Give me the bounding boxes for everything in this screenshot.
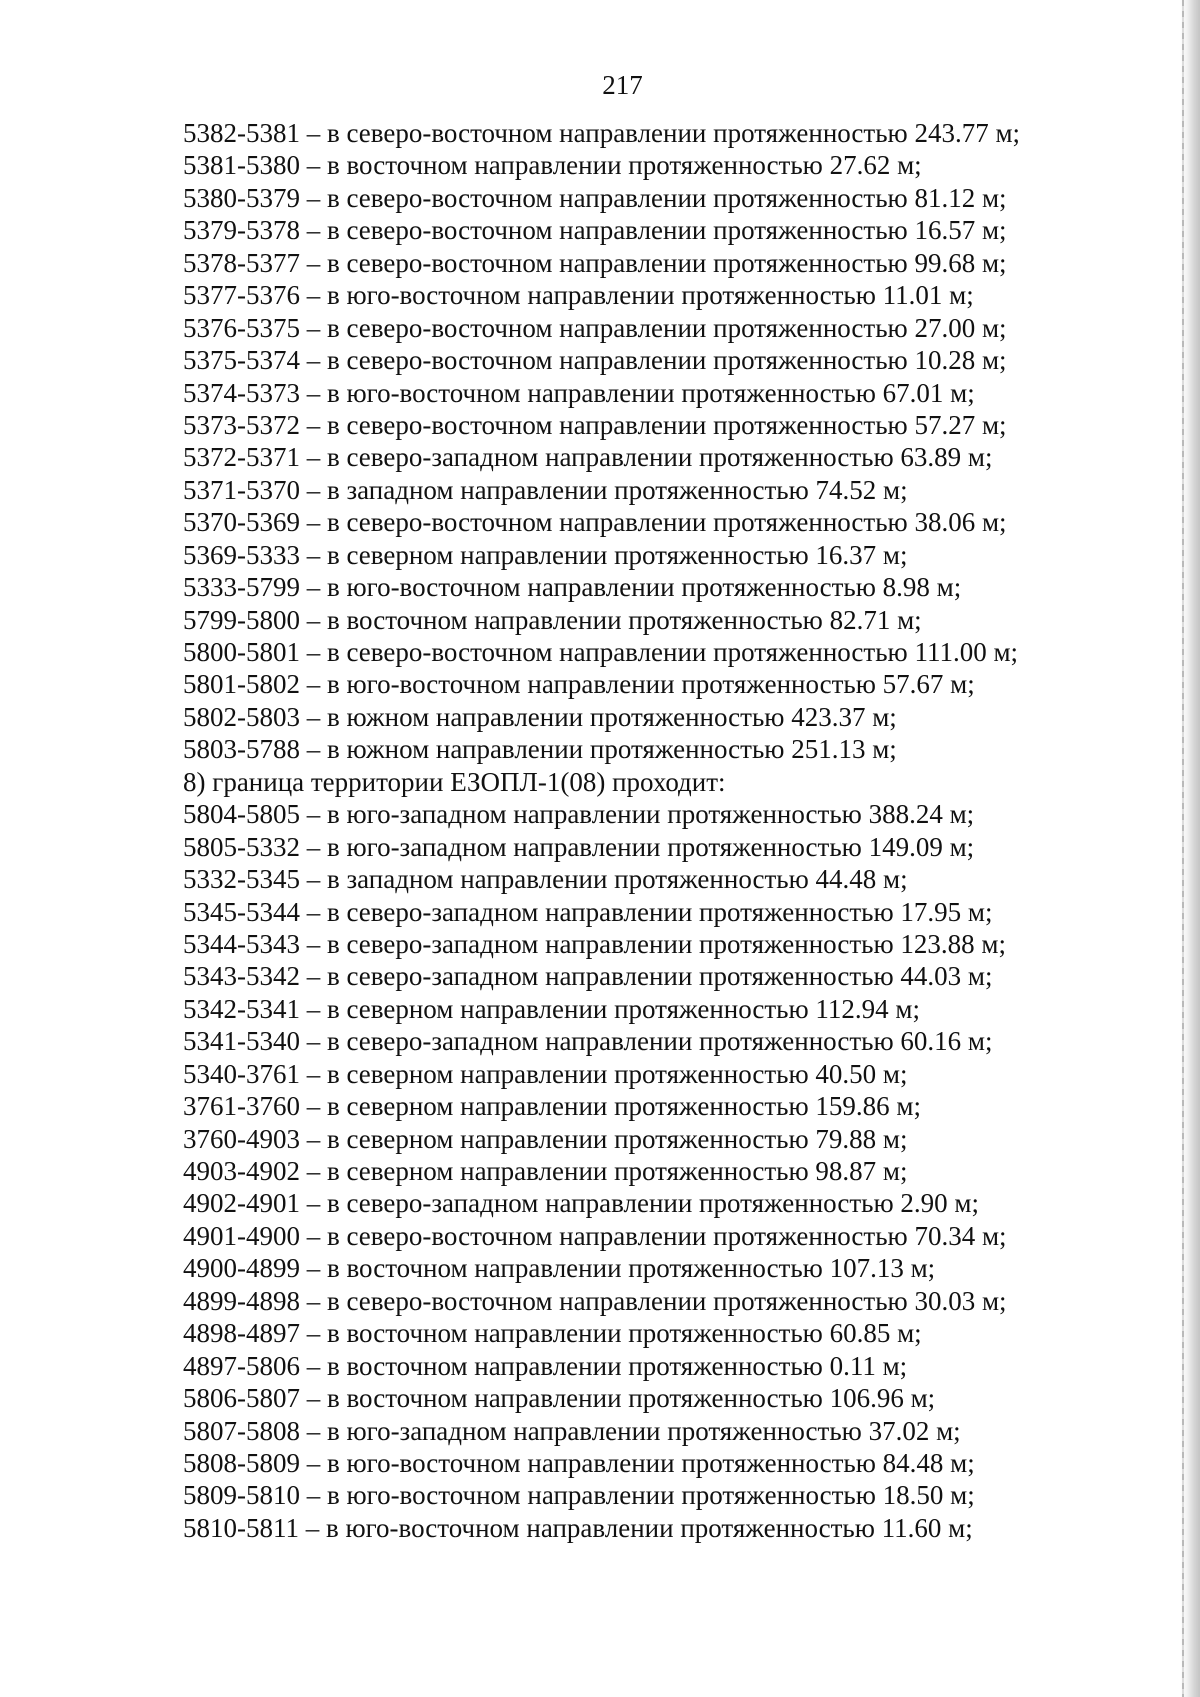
boundary-segment-line: 5332-5345 – в западном направлении протяженностью 44.48 м; (183, 864, 908, 895)
boundary-segment-line: 5378-5377 – в северо-восточном направлении протяженностью 99.68 м; (183, 247, 1007, 278)
boundary-segment-line: 3760-4903 – в северном направлении протяженностью 79.88 м; (183, 1123, 908, 1154)
boundary-segment-line: 4899-4898 – в северо-восточном направлении протяженностью 30.03 м; (183, 1285, 1007, 1316)
boundary-segment-line: 5344-5343 – в северо-западном направлении протяженностью 123.88 м; (183, 928, 1006, 959)
boundary-segment-line: 5807-5808 – в юго-западном направлении протяженностью 37.02 м; (183, 1415, 961, 1446)
boundary-segment-line: 5375-5374 – в северо-восточном направлении протяженностью 10.28 м; (183, 345, 1007, 376)
boundary-segment-line: 5369-5333 – в северном направлении протяженностью 16.37 м; (183, 539, 908, 570)
boundary-segment-line: 5343-5342 – в северо-западном направлении протяженностью 44.03 м; (183, 961, 993, 992)
boundary-segment-line: 5805-5332 – в юго-западном направлении протяженностью 149.09 м; (183, 831, 975, 862)
boundary-segment-line: 5800-5801 – в северо-восточном направлении протяженностью 111.00 м; (183, 637, 1019, 667)
boundary-segment-line: 5382-5381 – в северо-восточном направлении протяженностью 243.77 м; (183, 118, 1021, 148)
boundary-segment-line: 4902-4901 – в северо-западном направлении протяженностью 2.90 м; (183, 1188, 979, 1219)
boundary-segment-line: 4900-4899 – в восточном направлении протяженностью 107.13 м; (183, 1253, 936, 1284)
boundary-segment-line: 4903-4902 – в северном направлении протяженностью 98.87 м; (183, 1156, 908, 1186)
boundary-segment-line: 5801-5802 – в юго-восточном направлении протяженностью 57.67 м; (183, 669, 975, 700)
boundary-segment-line: 5381-5380 – в восточном направлении протяженностью 27.62 м; (183, 150, 922, 181)
boundary-segment-line: 3761-3760 – в северном направлении протяженностью 159.86 м; (183, 1091, 922, 1122)
boundary-segment-line: 5803-5788 – в южном направлении протяженностью 251.13 м; (183, 734, 897, 765)
boundary-description-list (183, 117, 1083, 1544)
boundary-segment-line: 5376-5375 – в северо-восточном направлении протяженностью 27.00 м; (183, 312, 1007, 343)
boundary-segment-line: 5333-5799 – в юго-восточном направлении протяженностью 8.98 м; (183, 572, 962, 603)
boundary-segment-line: 5371-5370 – в западном направлении протяженностью 74.52 м; (183, 474, 908, 505)
boundary-segment-line: 5377-5376 – в юго-восточном направлении протяженностью 11.01 м; (183, 280, 974, 311)
boundary-segment-line: 5799-5800 – в восточном направлении протяженностью 82.71 м; (183, 604, 922, 635)
boundary-segment-line: 5806-5807 – в восточном направлении протяженностью 106.96 м; (183, 1383, 936, 1414)
boundary-segment-line: 5808-5809 – в юго-восточном направлении протяженностью 84.48 м; (183, 1447, 975, 1478)
boundary-segment-line: 5342-5341 – в северном направлении протяженностью 112.94 м; (183, 993, 921, 1024)
boundary-segment-line: 4897-5806 – в восточном направлении протяженностью 0.11 м; (183, 1350, 908, 1381)
boundary-segment-line: 5370-5369 – в северо-восточном направлении протяженностью 38.06 м; (183, 507, 1007, 538)
boundary-segment-line: 5374-5373 – в юго-восточном направлении протяженностью 67.01 м; (183, 377, 975, 408)
boundary-segment-line: 5373-5372 – в северо-восточном направлении протяженностью 57.27 м; (183, 409, 1007, 440)
section-heading: 8) граница территории ЕЗОПЛ-1(08) проходит: (183, 766, 726, 797)
scanner-edge-line (1182, 0, 1184, 1697)
boundary-segment-line: 5810-5811 – в юго-восточном направлении протяженностью 11.60 м; (183, 1512, 973, 1543)
boundary-segment-line: 5380-5379 – в северо-восточном направлении протяженностью 81.12 м; (183, 182, 1007, 213)
boundary-segment-line: 5341-5340 – в северо-западном направлении протяженностью 60.16 м; (183, 1026, 993, 1057)
boundary-segment-line: 4901-4900 – в северо-восточном направлении протяженностью 70.34 м; (183, 1220, 1007, 1251)
boundary-segment-line: 5804-5805 – в юго-западном направлении протяженностью 388.24 м; (183, 799, 975, 830)
boundary-segment-line: 4898-4897 – в восточном направлении протяженностью 60.85 м; (183, 1318, 922, 1349)
boundary-segment-line: 5372-5371 – в северо-западном направлении протяженностью 63.89 м; (183, 442, 993, 473)
boundary-segment-line: 5809-5810 – в юго-восточном направлении протяженностью 18.50 м; (183, 1480, 975, 1511)
boundary-segment-line: 5802-5803 – в южном направлении протяженностью 423.37 м; (183, 701, 897, 732)
boundary-segment-line: 5379-5378 – в северо-восточном направлении протяженностью 16.57 м; (183, 215, 1007, 246)
boundary-segment-line: 5345-5344 – в северо-западном направлении протяженностью 17.95 м; (183, 896, 993, 927)
boundary-segment-line: 5340-3761 – в северном направлении протяженностью 40.50 м; (183, 1058, 908, 1089)
page-number: 217 (602, 70, 643, 100)
